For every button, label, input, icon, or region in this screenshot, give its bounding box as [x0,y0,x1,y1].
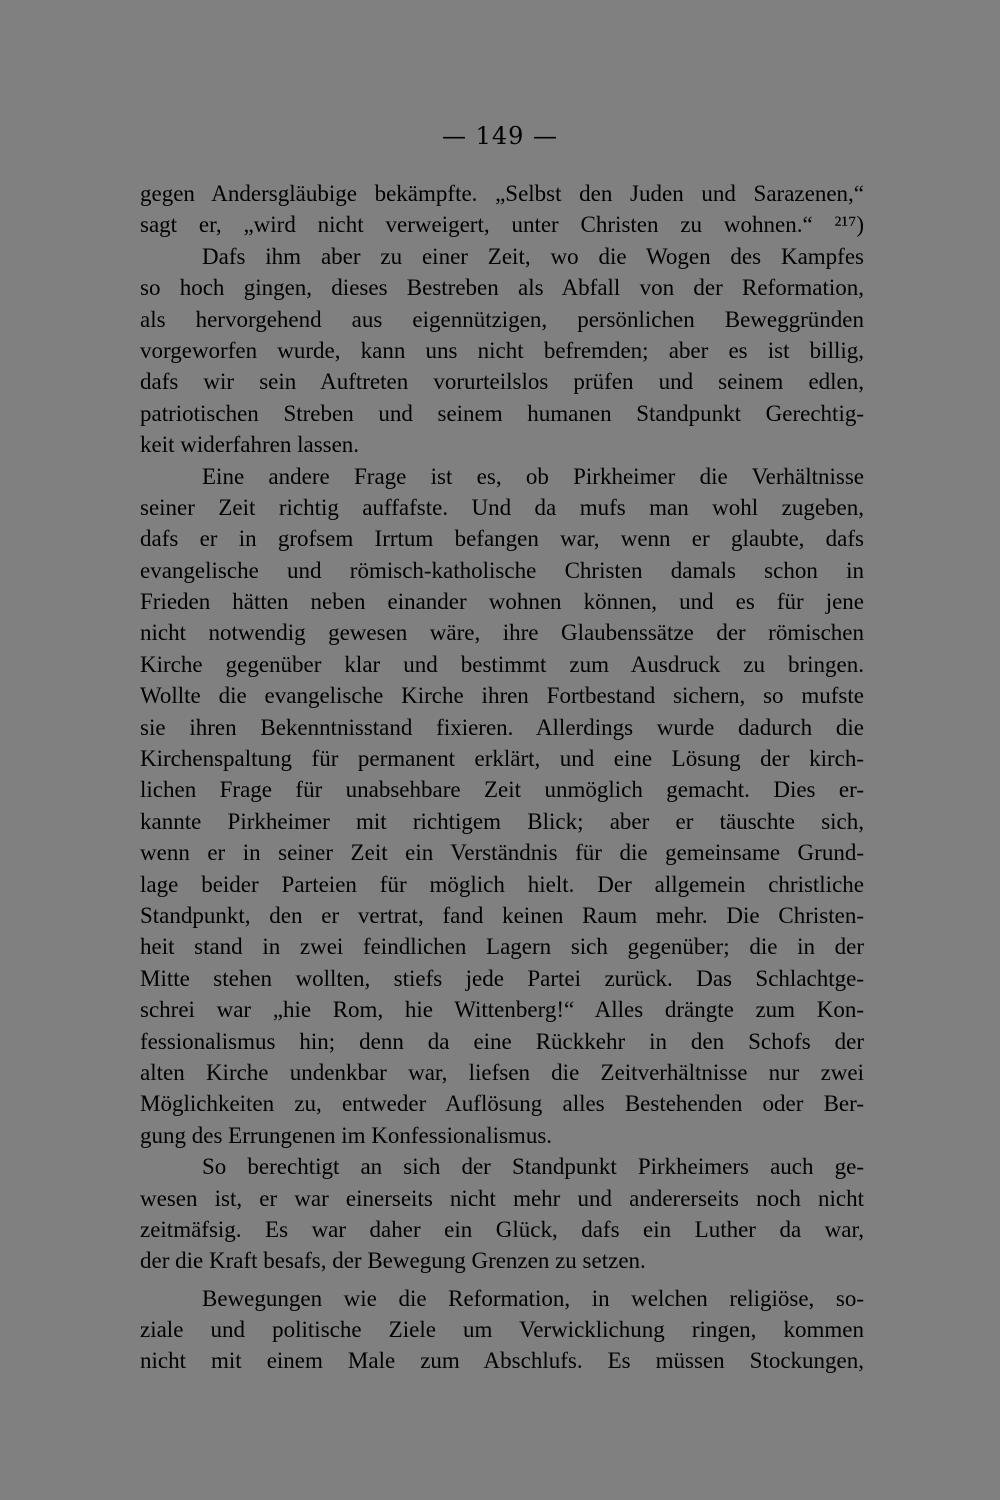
text-line: heit stand in zwei feindlichen Lagern sich gegenüber; die in der [140,934,864,960]
text-line: sie ihren Bekenntnisstand fixieren. Allerdings wurde dadurch die [140,714,864,740]
text-line: so hoch gingen, dieses Bestreben als Abfall von der Reformation, [140,275,864,301]
text-line: Bewegungen wie die Reformation, in welchen religiöse, so- [202,1285,864,1311]
text-line: kannte Pirkheimer mit richtigem Blick; aber er täuschte sich, [140,808,864,834]
text-line: vorgeworfen wurde, kann uns nicht befremden; aber es ist billig, [140,337,864,363]
text-line: fessionalismus hin; denn da eine Rückkehr in den Schofs der [140,1028,864,1054]
text-line: schrei war „hie Rom, hie Wittenberg!“ Alles drängte zum Kon- [140,997,864,1023]
text-line: Frieden hätten neben einander wohnen können, und es für jene [140,589,864,615]
text-line: lage beider Parteien für möglich hielt. Der allgemein christliche [140,871,864,897]
text-line: Wollte die evangelische Kirche ihren Fortbestand sichern, so mufste [140,683,864,709]
text-line: Möglichkeiten zu, entweder Auflösung alles Bestehenden oder Ber- [140,1091,864,1117]
text-line: gegen Andersgläubige bekämpfte. „Selbst den Juden und Sarazenen,“ [140,181,864,206]
text-line: sagt er, „wird nicht verweigert, unter Christen zu wohnen.“ ²¹⁷) [140,212,864,238]
text-line: patriotischen Streben und seinem humanen Standpunkt Gerechtig- [140,400,864,426]
text-line: lichen Frage für unabsehbare Zeit unmöglich gemacht. Dies er- [140,777,864,803]
text-line: nicht notwendig gewesen wäre, ihre Glaubenssätze der römischen [140,620,864,646]
text-line: Eine andere Frage ist es, ob Pirkheimer die Verhältnisse [202,463,864,489]
text-line: Kirche gegenüber klar und bestimmt zum Ausdruck zu bringen. [140,651,864,677]
text-line: dafs wir sein Auftreten vorurteilslos prüfen und seinem edlen, [140,369,864,395]
text-line: ziale und politische Ziele um Verwicklichung ringen, kommen [140,1317,864,1343]
page-number: — 149 — [441,122,559,150]
body-text [140,178,864,1377]
text-line: Standpunkt, den er vertrat, fand keinen Raum mehr. Die Christen- [140,902,864,928]
text-line: alten Kirche undenkbar war, liefsen die Zeitverhältnisse nur zwei [140,1059,864,1085]
text-line: seiner Zeit richtig auffafste. Und da mufs man wohl zugeben, [140,494,864,520]
text-line: keit widerfahren lassen. [140,432,360,458]
text-line: Mitte stehen wollten, stiefs jede Partei zurück. Das Schlachtge- [140,965,864,991]
text-line: Dafs ihm aber zu einer Zeit, wo die Wogen des Kampfes [202,243,864,269]
text-line: wenn er in seiner Zeit ein Verständnis für die gemeinsame Grund- [140,840,864,866]
text-line: Kirchenspaltung für permanent erklärt, und eine Lösung der kirch- [140,746,864,772]
text-line: wesen ist, er war einerseits nicht mehr und andererseits noch nicht [140,1185,864,1211]
text-line: So berechtigt an sich der Standpunkt Pirkheimers auch ge- [202,1154,864,1180]
text-line: dafs er in grofsem Irrtum befangen war, wenn er glaubte, dafs [140,526,864,552]
text-line: evangelische und römisch-katholische Christen damals schon in [140,557,864,583]
text-line: der die Kraft besafs, der Bewegung Grenzen zu setzen. [140,1248,646,1274]
text-line: zeitmäfsig. Es war daher ein Glück, dafs ein Luther da war, [140,1216,864,1242]
text-line: als hervorgehend aus eigennützigen, persönlichen Beweggründen [140,306,864,332]
text-line: nicht mit einem Male zum Abschlufs. Es müssen Stockungen, [140,1348,864,1374]
text-line: gung des Errungenen im Konfessionalismus. [140,1122,553,1148]
